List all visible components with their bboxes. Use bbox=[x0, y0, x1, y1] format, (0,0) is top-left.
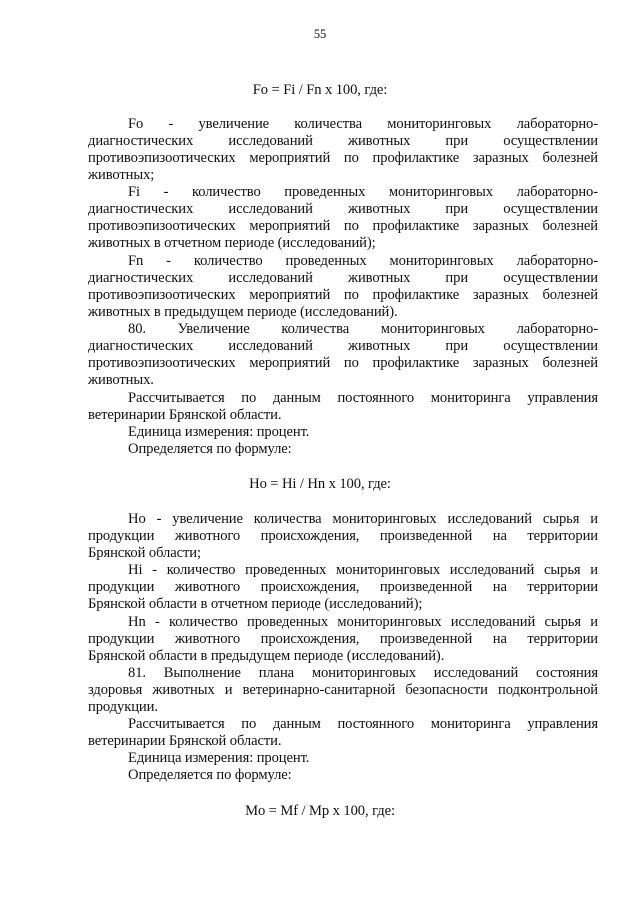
text-line: Единица измерения: процент. bbox=[128, 424, 310, 440]
text-line: продукции животного происхождения, произведенной на территории bbox=[88, 528, 598, 544]
text-line: Рассчитывается по данным постоянного мониторинга управления bbox=[128, 716, 598, 732]
text-line: животных в предыдущем периоде (исследований). bbox=[88, 304, 398, 320]
formula-fo: Fo = Fi / Fn x 100, где: bbox=[252, 82, 388, 98]
text-line: Брянской области в отчетном периоде (исследований); bbox=[88, 596, 423, 612]
text-line: диагностических исследований животных при осуществлении bbox=[88, 201, 598, 217]
text-line: Определяется по формуле: bbox=[128, 767, 292, 783]
text-line: противоэпизоотических мероприятий по профилактике заразных болезней bbox=[88, 355, 598, 371]
text-line: Ho - увеличение количества мониторинговых исследований сырья и bbox=[128, 511, 598, 527]
text-line: Fi - количество проведенных мониторинговых лабораторно- bbox=[128, 184, 598, 200]
formula-mo: Mo = Mf / Mp x 100, где: bbox=[245, 803, 395, 819]
formula-ho: Ho = Hi / Hn x 100, где: bbox=[249, 476, 391, 492]
text-line: диагностических исследований животных при осуществлении bbox=[88, 338, 598, 354]
text-line: Единица измерения: процент. bbox=[128, 750, 310, 766]
text-line: животных в отчетном периоде (исследований); bbox=[88, 235, 376, 251]
text-line: Определяется по формуле: bbox=[128, 441, 292, 457]
text-line: диагностических исследований животных при осуществлении bbox=[88, 133, 598, 149]
text-line: Fn - количество проведенных мониторинговых лабораторно- bbox=[128, 253, 598, 269]
text-line: продукции животного происхождения, произведенной на территории bbox=[88, 579, 598, 595]
text-line: противоэпизоотических мероприятий по профилактике заразных болезней bbox=[88, 287, 598, 303]
text-line: Рассчитывается по данным постоянного мониторинга управления bbox=[128, 390, 598, 406]
text-line: Hn - количество проведенных мониторинговых исследований сырья и bbox=[128, 614, 598, 630]
text-line: 81. Выполнение плана мониторинговых исследований состояния bbox=[128, 665, 598, 681]
text-line: ветеринарии Брянской области. bbox=[88, 407, 282, 423]
text-line: диагностических исследований животных при осуществлении bbox=[88, 270, 598, 286]
text-line: животных; bbox=[88, 167, 155, 183]
text-line: продукции животного происхождения, произведенной на территории bbox=[88, 631, 598, 647]
text-line: Fo - увеличение количества мониторинговых лабораторно- bbox=[128, 116, 598, 132]
text-line: Hi - количество проведенных мониторинговых исследований сырья и bbox=[128, 562, 598, 578]
text-line: Брянской области в предыдущем периоде (исследований). bbox=[88, 648, 445, 664]
page-number: 55 bbox=[313, 27, 327, 41]
text-line: противоэпизоотических мероприятий по профилактике заразных болезней bbox=[88, 150, 598, 166]
text-line: 80. Увеличение количества мониторинговых лабораторно- bbox=[128, 321, 598, 337]
text-line: Брянской области; bbox=[88, 545, 201, 561]
text-line: продукции. bbox=[88, 699, 158, 715]
text-line: противоэпизоотических мероприятий по профилактике заразных болезней bbox=[88, 218, 598, 234]
text-line: ветеринарии Брянской области. bbox=[88, 733, 282, 749]
text-line: животных. bbox=[88, 372, 154, 388]
text-line: здоровья животных и ветеринарно-санитарной безопасности подконтрольной bbox=[88, 682, 598, 698]
